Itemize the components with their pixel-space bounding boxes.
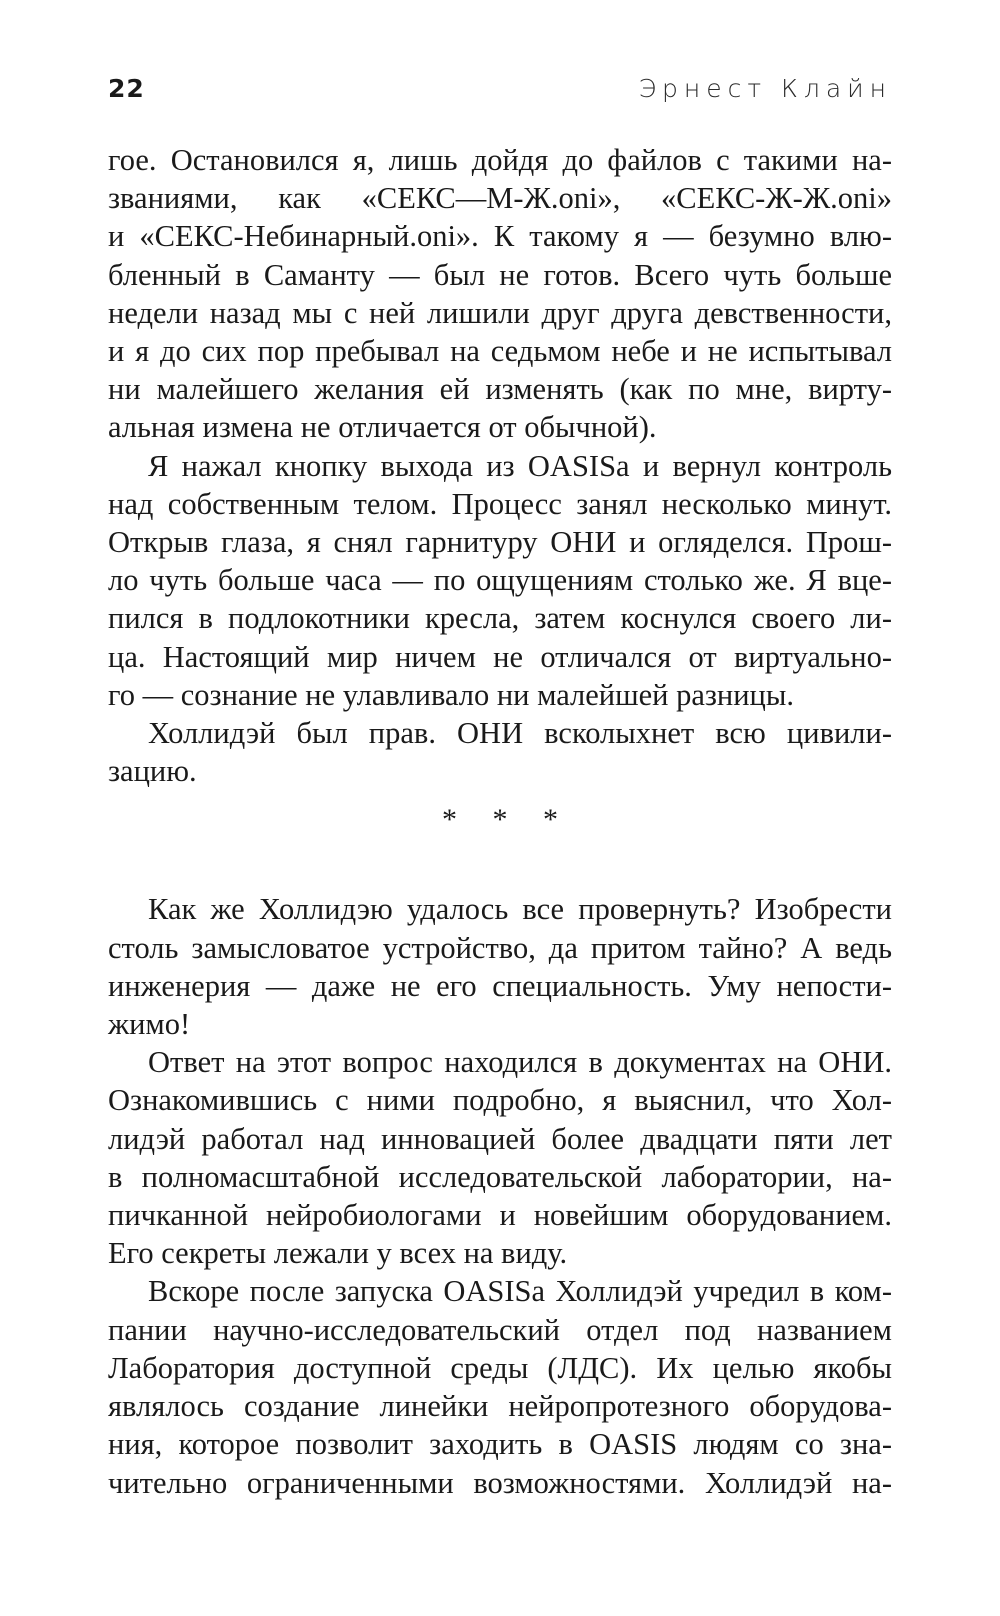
text-line: ния, которое позволит заходить в OASIS людям со зна- [108,1427,892,1462]
text-line: го — сознание не улавливало ни малейшей разницы. [108,677,794,712]
paragraph [108,1272,892,1501]
paragraph [108,1043,892,1272]
paragraph [108,714,892,790]
paragraph [108,141,892,447]
text-line: ни малейшего желания ей изменять (как по мне, вирту- [108,372,892,407]
section-spacer [108,866,892,890]
text-line: и «СЕКС-Небинарный.oni». К такому я — безумно влю- [108,219,892,254]
text-line: лидэй работал над инновацией более двадцати пяти лет [108,1121,892,1156]
text-line: Как же Холлидэю удалось все провернуть? Изобрести [148,892,892,927]
text-line: над собственным телом. Процесс занял несколько минут. [108,486,892,521]
text-line: бленный в Саманту — был не готов. Всего чуть больше [108,257,892,292]
paragraph [108,447,892,714]
text-line: жимо! [108,1007,191,1042]
text-line: пился в подлокотники кресла, затем коснулся своего ли- [108,601,892,636]
text-line: пании научно-исследовательский отдел под названием [108,1312,892,1347]
text-line: альная измена не отличается от обычной). [108,410,657,445]
text-line: Открыв глаза, я снял гарнитуру ОНИ и огляделся. Прош- [108,525,892,560]
section-separator: * * * [442,803,572,837]
page-header [108,74,892,114]
text-line: Его секреты лежали у всех на виду. [108,1236,568,1271]
text-line: Я нажал кнопку выхода из OASISа и вернул контроль [148,448,892,483]
text-line: пичканной нейробиологами и новейшим оборудованием. [108,1198,892,1233]
body-text [108,141,892,1502]
text-line: недели назад мы с ней лишили друг друга девственности, [108,295,892,330]
text-line: Ответ на этот вопрос находился в документах на ОНИ. [148,1045,892,1080]
text-line: в полномасштабной исследовательской лаборатории, на- [108,1159,892,1194]
text-line: Лаборатория доступной среды (ЛДС). Их целью якобы [108,1350,892,1385]
text-line: и я до сих пор пребывал на седьмом небе и не испытывал [108,334,892,369]
text-line: столь замысловатое устройство, да притом тайно? А ведь [108,930,892,965]
text-line: гое. Остановился я, лишь дойдя до файлов с такими на- [108,143,892,177]
text-line: Холлидэй был прав. ОНИ всколыхнет всю цивили- [148,716,892,751]
running-head-author: Эрнест Клайн [638,74,892,103]
text-line: ло чуть больше часа — по ощущениям столько же. Я вце- [108,563,892,598]
page-number: 22 [108,74,145,103]
text-line: званиями, как «СЕКС—М-Ж.oni», «СЕКС-Ж-Ж.oni» [108,181,892,216]
text-line: Вскоре после запуска OASISа Холлидэй учредил в ком- [148,1274,892,1309]
text-line: ца. Настоящий мир ничем не отличался от виртуально- [108,639,892,674]
text-line: зацию. [108,754,197,789]
paragraph [108,890,892,1043]
text-line: чительно ограниченными возможностями. Холлидэй на- [108,1465,892,1500]
text-line: инженерия — даже не его специальность. Уму непости- [108,968,892,1003]
text-line: Ознакомившись с ними подробно, я выяснил, что Хол- [108,1083,892,1118]
text-line: являлось создание линейки нейропротезного оборудова- [108,1389,892,1424]
